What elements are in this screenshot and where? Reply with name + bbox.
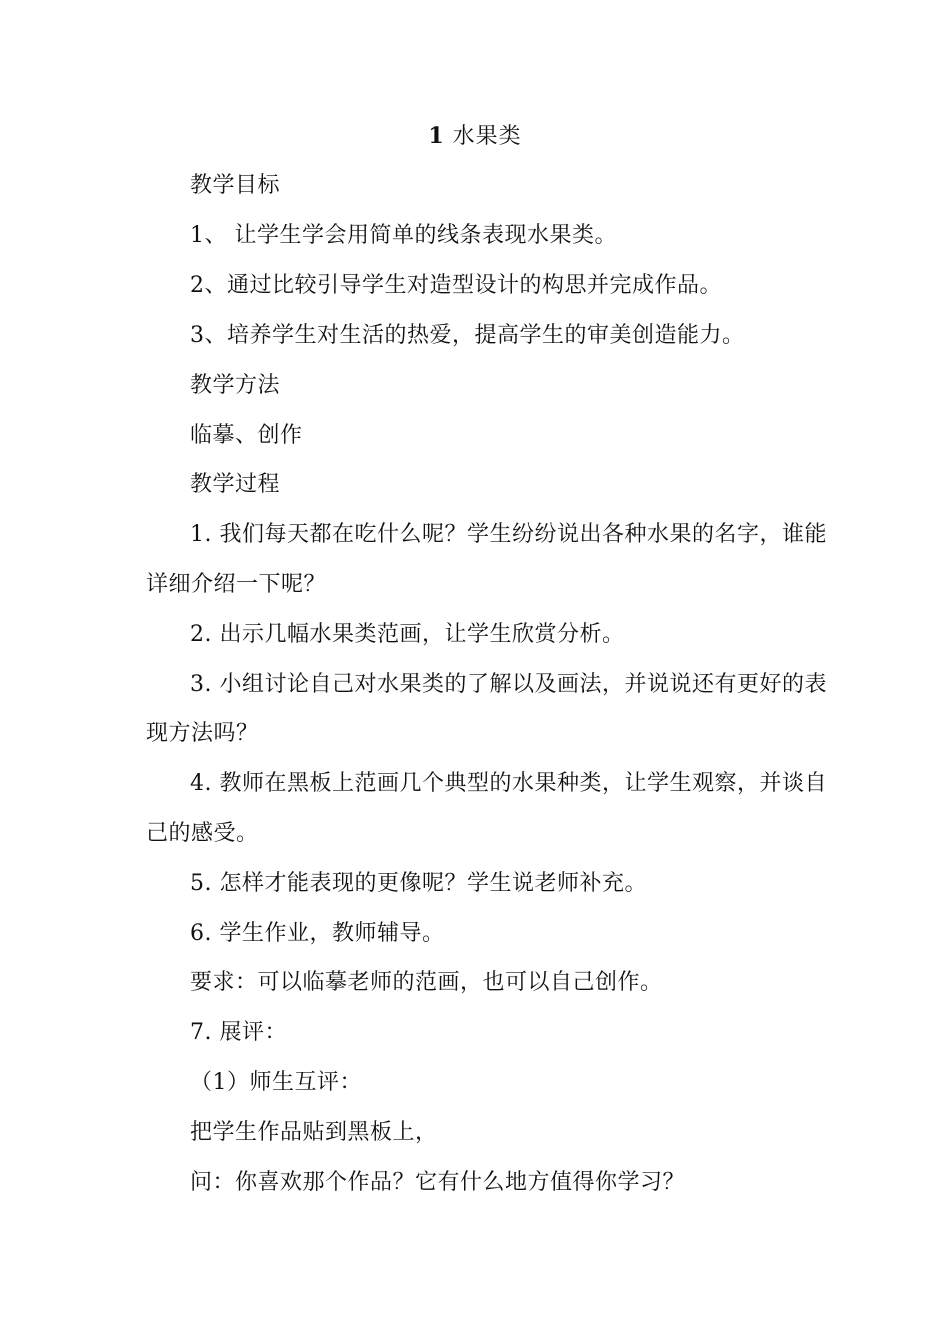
sub-step-post-work: 把学生作品贴到黑板上，	[190, 1120, 438, 1145]
sub-step-peer-review: （1）师生互评：	[190, 1070, 362, 1095]
process-step-6: 6. 学生作业，教师辅导。	[190, 921, 445, 946]
process-step-3: 3. 小组讨论自己对水果类的了解以及画法，并说说还有更好的表	[190, 672, 827, 697]
methods-text: 临摹、创作	[190, 423, 303, 448]
document-title	[0, 118, 950, 155]
objective-item-2: 2、通过比较引导学生对造型设计的构思并完成作品。	[190, 273, 722, 298]
sub-step-question: 问：你喜欢那个作品？它有什么地方值得你学习？	[190, 1170, 686, 1195]
objective-item-1: 1、 让学生学会用简单的线条表现水果类。	[190, 223, 617, 248]
process-step-3-continued: 现方法吗？	[146, 721, 259, 746]
title-number: 1	[428, 123, 445, 149]
objective-item-3: 3、培养学生对生活的热爱，提高学生的审美创造能力。	[190, 323, 745, 348]
title-text: 水果类	[452, 124, 522, 149]
section-heading-objectives: 教学目标	[190, 173, 281, 198]
process-step-2: 2. 出示几幅水果类范画，让学生欣赏分析。	[190, 622, 625, 647]
process-step-4-continued: 己的感受。	[146, 821, 259, 846]
process-step-1: 1. 我们每天都在吃什么呢？学生纷纷说出各种水果的名字，谁能	[190, 522, 827, 547]
process-step-1-continued: 详细介绍一下呢？	[146, 572, 327, 597]
process-step-5: 5. 怎样才能表现的更像呢？学生说老师补充。	[190, 871, 647, 896]
requirement-text: 要求：可以临摹老师的范画，也可以自己创作。	[190, 970, 663, 995]
section-heading-process: 教学过程	[190, 472, 281, 497]
process-step-7: 7. 展评：	[190, 1020, 287, 1045]
process-step-4: 4. 教师在黑板上范画几个典型的水果种类，让学生观察，并谈自	[190, 771, 827, 796]
section-heading-methods: 教学方法	[190, 373, 281, 398]
